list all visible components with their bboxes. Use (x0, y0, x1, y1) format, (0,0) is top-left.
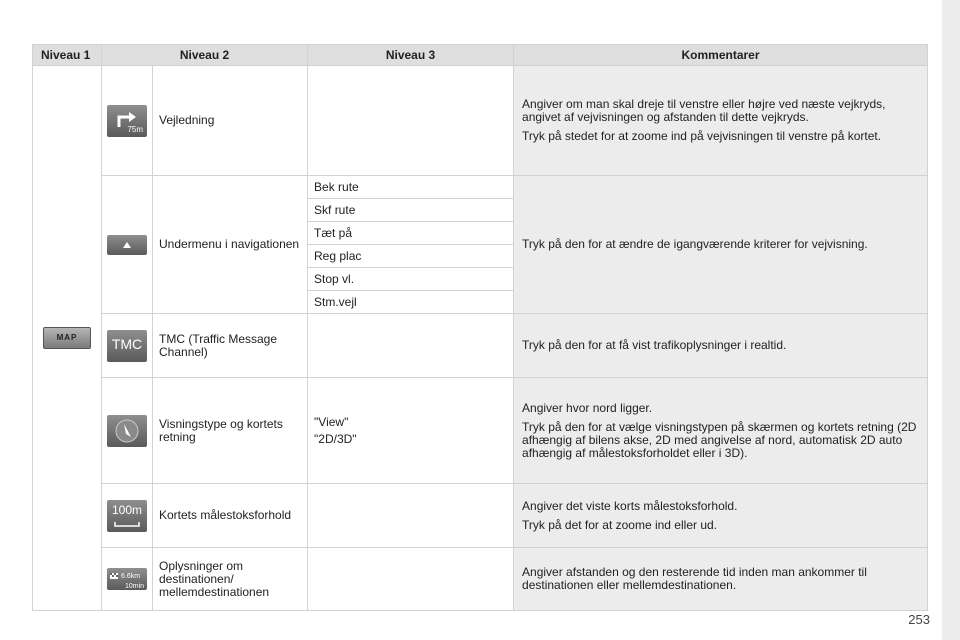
compass-icon (107, 415, 147, 447)
view-comment: Angiver hvor nord ligger. Tryk på den for at vælge visningstypen på skærmen og kortets retning (2D afhængig af bilens akse, 2D med angivelse af nord, automatisk 2D auto afhængig af målestoksforholdet eller i 3D). (514, 378, 928, 484)
icon-cell (102, 378, 153, 484)
scale-icon: 100m (107, 500, 147, 532)
destination-comment: Angiver afstanden og den resterende tid inden man ankommer til destinationen eller mellemdestinationen. (514, 548, 928, 611)
header-level-2: Niveau 2 (102, 45, 308, 66)
map-button-icon: MAP (43, 327, 91, 349)
submenu-comment: Tryk på den for at ændre de igangværende kriterer for vejvisning. (514, 176, 928, 314)
guidance-comment: Angiver om man skal dreje til venstre eller højre ved næste vejkryds, angivet af vejvisningen og afstanden til dette vejkryds. Tryk på stedet for at zoome ind på vejvisningen til venstre på kortet. (514, 66, 928, 176)
level1-cell (33, 66, 102, 611)
header-level-1: Niveau 1 (33, 45, 102, 66)
header-level-3: Niveau 3 (308, 45, 514, 66)
level3-item: Stop vl. (308, 268, 514, 291)
level3-empty (308, 484, 514, 548)
view-level3: "View" "2D/3D" (308, 378, 514, 484)
table-row (33, 548, 928, 611)
level3-item: Tæt på (308, 222, 514, 245)
view-label: Visningstype og kortets retning (153, 378, 308, 484)
level3-item: Stm.vejl (308, 291, 514, 314)
table-row (33, 484, 928, 548)
level3-empty (308, 314, 514, 378)
destination-flag-icon: 6.6km 10min (107, 568, 147, 590)
menu-table (32, 44, 928, 611)
icon-cell (102, 66, 153, 176)
table-header-row (33, 45, 928, 66)
icon-cell (102, 176, 153, 314)
table-row (33, 378, 928, 484)
table-row (33, 176, 928, 199)
level3-item: Skf rute (308, 199, 514, 222)
page-number: 253 (908, 612, 930, 627)
submenu-label: Undermenu i navigationen (153, 176, 308, 314)
tmc-icon: TMC (107, 330, 147, 362)
table-row (33, 66, 928, 176)
icon-cell (102, 314, 153, 378)
guidance-label: Vejledning (153, 66, 308, 176)
tmc-label: TMC (Traffic Message Channel) (153, 314, 308, 378)
submenu-triangle-icon (107, 235, 147, 255)
destination-label: Oplysninger om destinationen/ mellemdestinationen (153, 548, 308, 611)
table-row (33, 314, 928, 378)
level3-empty (308, 548, 514, 611)
level3-empty (308, 66, 514, 176)
tmc-comment: Tryk på den for at få vist trafikoplysninger i realtid. (514, 314, 928, 378)
turn-arrow-icon: 75m (107, 105, 147, 137)
scale-comment: Angiver det viste korts målestoksforhold. Tryk på det for at zoome ind eller ud. (514, 484, 928, 548)
scale-label: Kortets målestoksforhold (153, 484, 308, 548)
icon-cell (102, 548, 153, 611)
page-side-margin (942, 0, 960, 640)
header-comments: Kommentarer (514, 45, 928, 66)
icon-cell (102, 484, 153, 548)
level3-item: Bek rute (308, 176, 514, 199)
level3-item: Reg plac (308, 245, 514, 268)
